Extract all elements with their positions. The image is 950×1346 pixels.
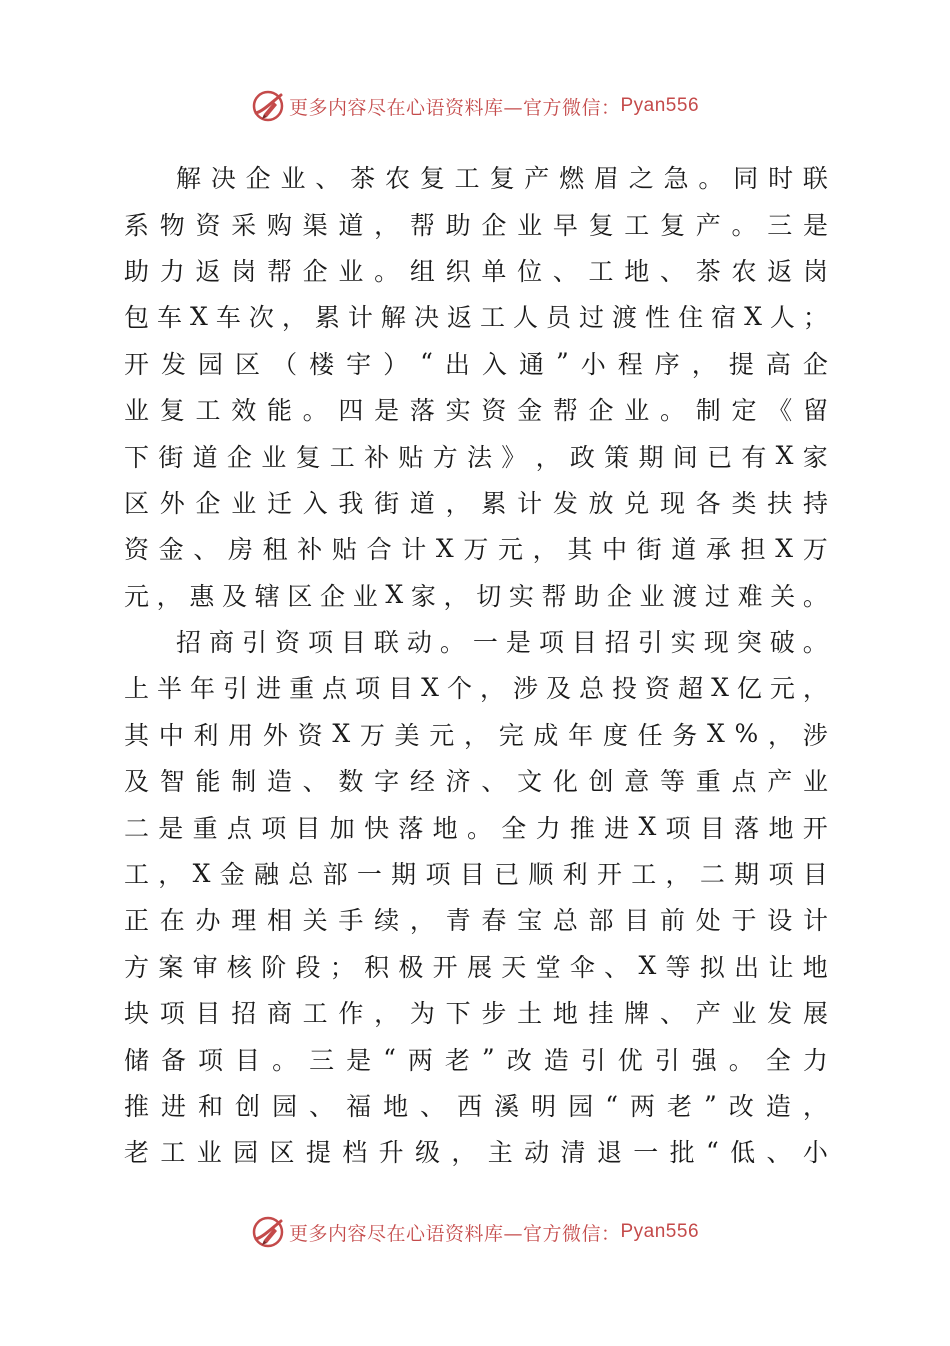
text-line: 储 备 项 目 。 三 是 “ 两 老 ” 改 造 引 优 引 强 。 全 力 — [124, 1044, 828, 1075]
text-line: 上 半 年 引 进 重 点 项 目 X 个 ， 涉 及 总 投 资 超 X 亿 元 ， — [124, 672, 828, 704]
text-line: 开 发 园 区 （ 楼 宇 ） “ 出 入 通 ” 小 程 序 ， 提 高 企 — [124, 348, 828, 379]
text-line: 正 在 办 理 相 关 手 续 ， 青 春 宝 总 部 目 前 处 于 设 计 — [124, 906, 828, 936]
text-line: 助 力 返 岗 帮 企 业 。 组 织 单 位 、 工 地 、 茶 农 返 岗 — [124, 256, 828, 286]
header-banner — [0, 86, 950, 126]
banner-text: 更多内容尽在心语资料库—官方微信： — [288, 1222, 621, 1245]
text-line: 系 物 资 采 购 渠 道 ， 帮 助 企 业 早 复 工 复 产 。 三 是 — [124, 210, 828, 240]
text-line: 招 商 引 资 项 目 联 动 。 一 是 项 目 招 引 实 现 突 破 。 — [176, 628, 828, 658]
text-line: 下 街 道 企 业 复 工 补 贴 方 法 》 ， 政 策 期 间 已 有 X 家 — [124, 441, 828, 472]
text-line: 方 案 审 核 阶 段 ； 积 极 开 展 天 堂 伞 、 X 等 拟 出 让 地 — [124, 951, 828, 982]
text-line: 推 进 和 创 园 、 福 地 、 西 溪 明 园 “ 两 老 ” 改 造 ， — [124, 1090, 828, 1121]
pen-logo-icon — [251, 1215, 285, 1249]
text-line: 二 是 重 点 项 目 加 快 落 地 。 全 力 推 进 X 项 目 落 地 开 — [124, 812, 828, 843]
footer-banner — [0, 1212, 950, 1252]
text-line: 解 决 企 业 、 茶 农 复 工 复 产 燃 眉 之 急 。 同 时 联 — [176, 164, 828, 194]
text-line: 元 ， 惠 及 辖 区 企 业 X 家 ， 切 实 帮 助 企 业 渡 过 难 关 。 — [124, 580, 828, 611]
text-line: 区 外 企 业 迁 入 我 街 道 ， 累 计 发 放 兑 现 各 类 扶 持 — [124, 488, 828, 518]
text-line: 块 项 目 招 商 工 作 ， 为 下 步 土 地 挂 牌 、 产 业 发 展 — [124, 999, 828, 1029]
text-line: 其 中 利 用 外 资 X 万 美 元 ， 完 成 年 度 任 务 X % ， 涉 — [124, 719, 828, 750]
text-line: 老 工 业 园 区 提 档 升 级 ， 主 动 清 退 一 批 “ 低 、 小 — [124, 1136, 828, 1168]
banner-wechat-id: Pyan556 — [620, 95, 700, 116]
text-line: 业 复 工 效 能 。 四 是 落 实 资 金 帮 企 业 。 制 定 《 留 — [124, 396, 828, 426]
text-line: 及 智 能 制 造 、 数 字 经 济 、 文 化 创 意 等 重 点 产 业 — [124, 767, 828, 797]
banner-wechat-id: Pyan556 — [620, 1221, 700, 1242]
text-line: 工 ， X 金 融 总 部 一 期 项 目 已 顺 利 开 工 ， 二 期 项 目 — [124, 858, 828, 890]
text-line: 资 金 、 房 租 补 贴 合 计 X 万 元 ， 其 中 街 道 承 担 X 万 — [124, 533, 828, 565]
document-body — [124, 154, 828, 1175]
text-line: 包 车 X 车 次 ， 累 计 解 决 返 工 人 员 过 渡 性 住 宿 X 人 ； — [124, 301, 828, 333]
banner-text: 更多内容尽在心语资料库—官方微信： — [288, 96, 621, 119]
pen-logo-icon — [251, 89, 285, 123]
